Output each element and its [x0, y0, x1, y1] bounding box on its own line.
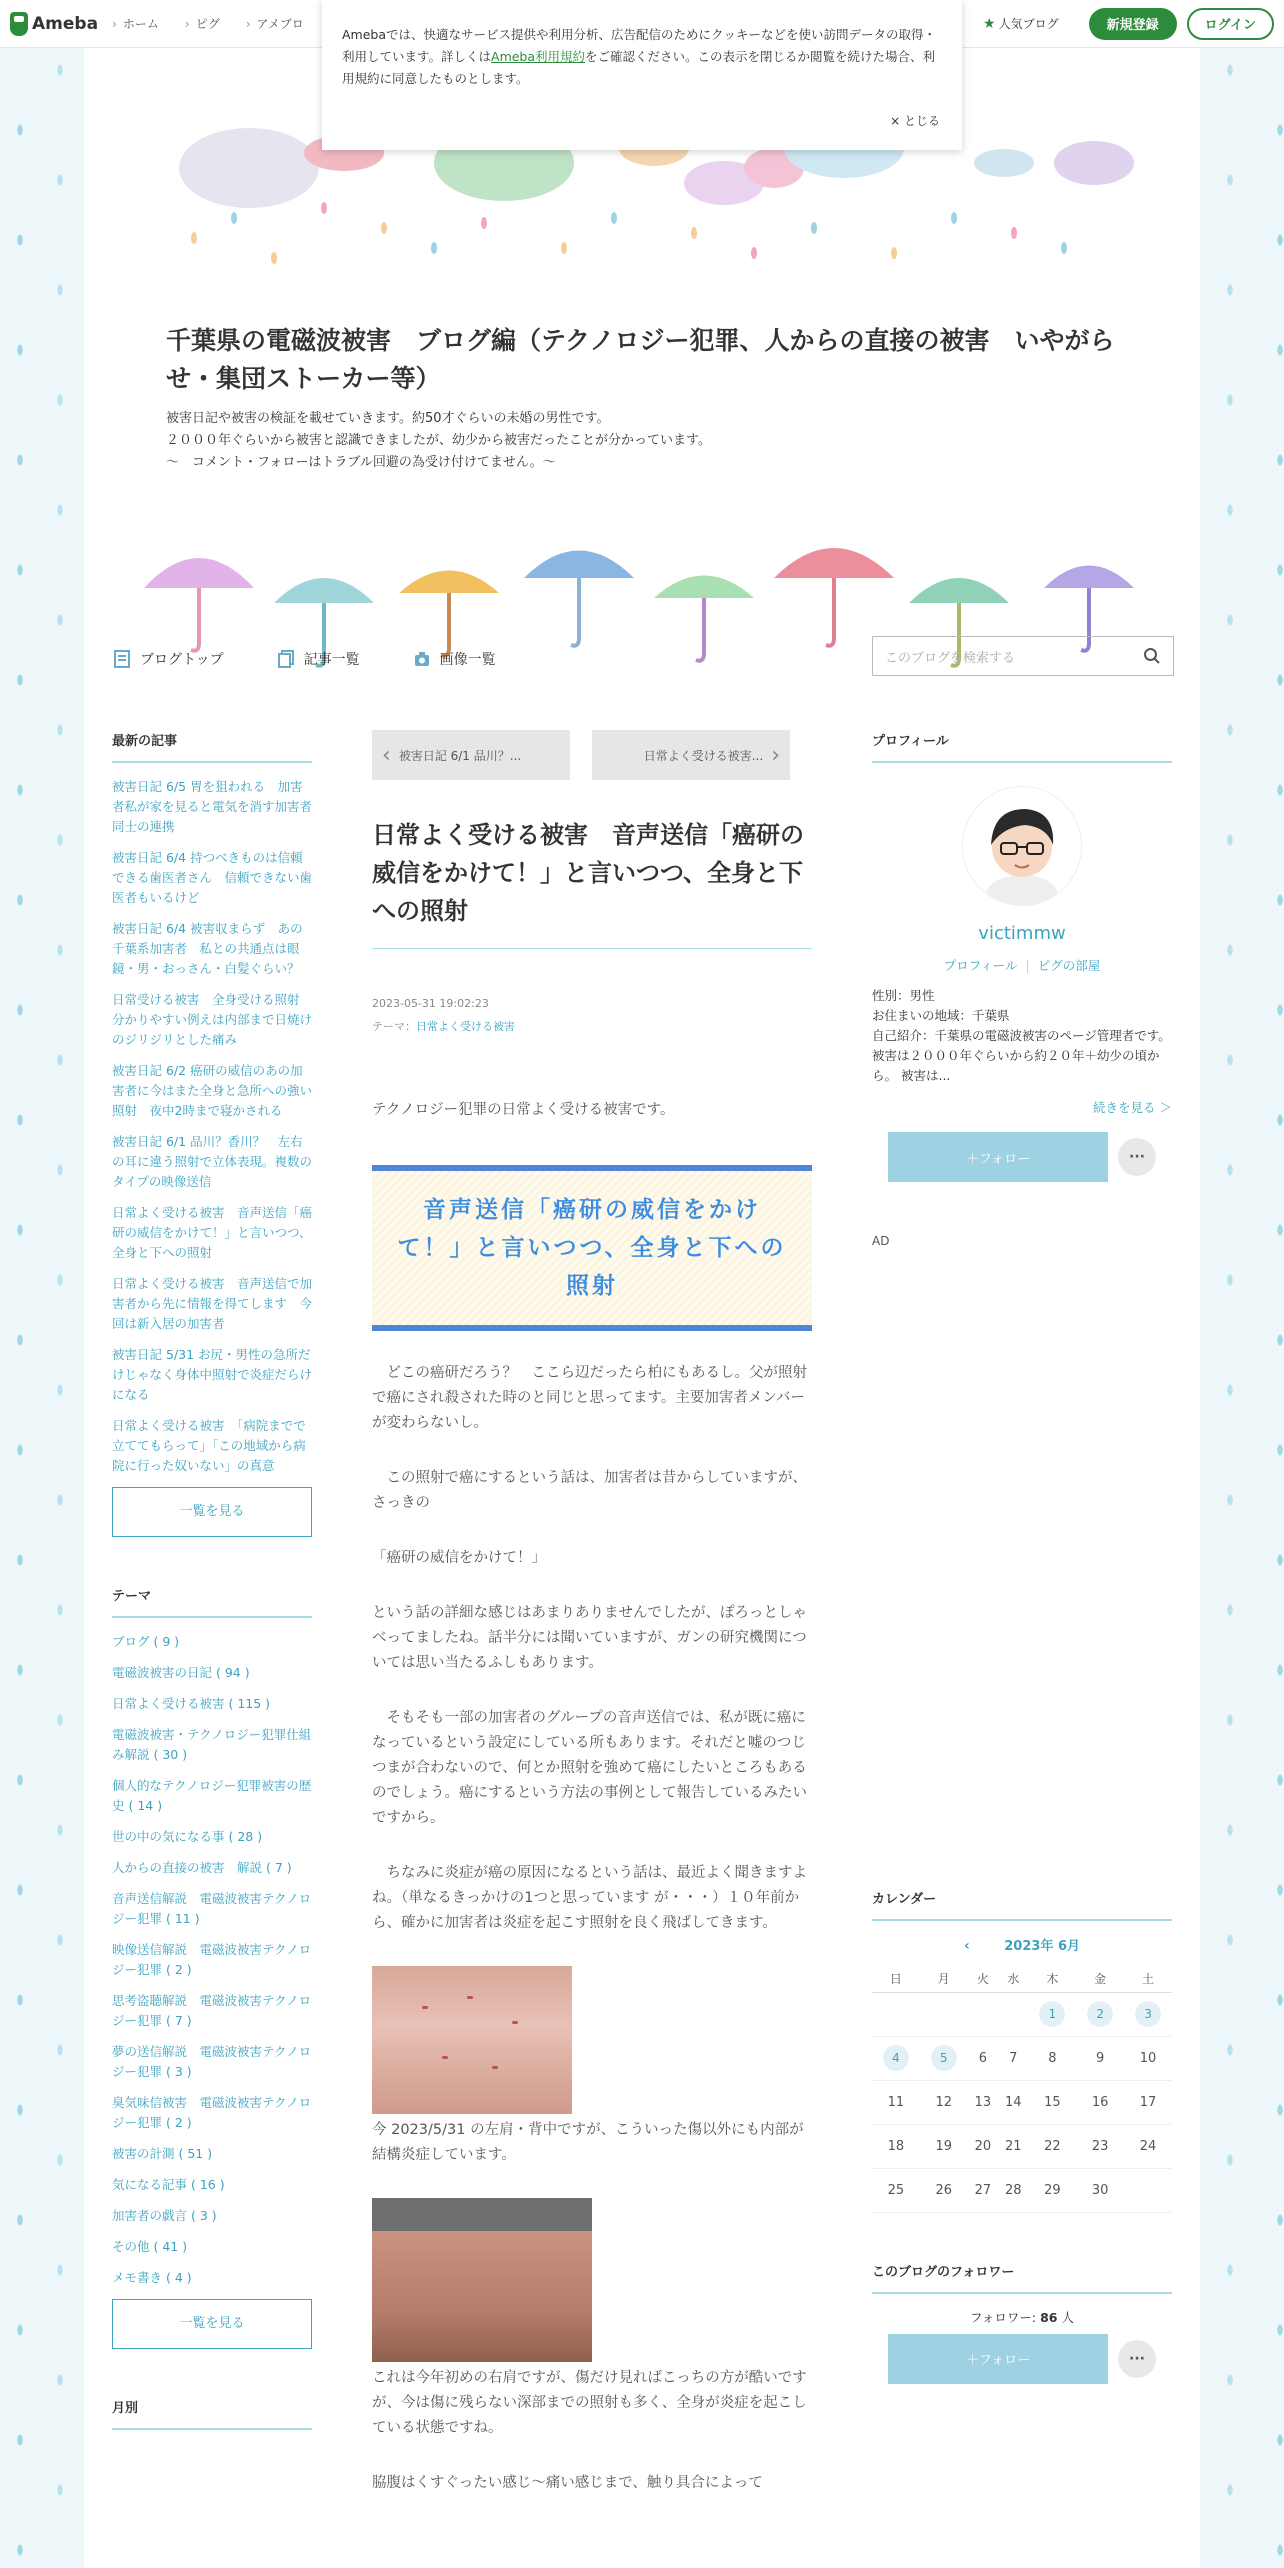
ad-label: AD — [872, 1234, 890, 1248]
article-paragraph: そもそも一部の加害者のグループの音声送信では、私が既に癌になっているという設定にしている所もあります。それだと嘘のつじつまが合わないので、何とか照射を強めて癌にしたいところもあるのでしょう。癌にするという方法の事例として報告しているみたいですから。 — [372, 1710, 807, 1826]
blog-search-input[interactable] — [872, 636, 1174, 676]
calendar-day: 29 — [1028, 2168, 1076, 2212]
blog-nav — [114, 644, 496, 674]
calendar-day: 8 — [1028, 2036, 1076, 2080]
followers-label: フォロワー: — [970, 2309, 1037, 2325]
calendar-day: 11 — [872, 2080, 920, 2124]
theme-link[interactable]: その他 ( 41 ) — [112, 2239, 188, 2254]
article — [372, 730, 812, 2496]
next-article-button[interactable] — [592, 730, 790, 780]
recent-entries-list — [112, 777, 312, 1476]
theme-label: テーマ： — [372, 1020, 416, 1033]
theme-link[interactable]: 思考盗聴解説 電磁波被害テクノロジー犯罪 ( 7 ) — [112, 1993, 312, 2028]
theme-title: テーマ — [112, 1585, 312, 1618]
calendar-header — [872, 1935, 1172, 1954]
monthly-archive-title: 月別 — [112, 2397, 312, 2430]
calendar-day — [998, 1992, 1028, 2036]
calendar-day — [968, 1992, 998, 2036]
calendar-day: 15 — [1028, 2080, 1076, 2124]
calendar-day: 18 — [872, 2124, 920, 2168]
calendar-day — [1124, 2168, 1172, 2212]
theme-link[interactable]: 加害者の戯言 ( 3 ) — [112, 2208, 217, 2223]
recent-entry-link[interactable]: 被害日記 6/2 癌研の威信のあの加害者に今はまた全身と急所への強い照射 夜中2時まで寝かされる — [112, 1063, 313, 1118]
theme-link[interactable]: 夢の送信解説 電磁波被害テクノロジー犯罪 ( 3 ) — [112, 2044, 312, 2079]
nav-pig[interactable]: › ピグ — [185, 15, 220, 32]
weekday-label: 日 — [872, 1966, 920, 1992]
article-photo-right-shoulder[interactable] — [372, 2198, 592, 2362]
theme-link[interactable]: 電磁波被害の日記 ( 94 ) — [112, 1665, 250, 1680]
weekday-label: 木 — [1028, 1966, 1076, 1992]
document-icon — [114, 650, 130, 668]
recent-entry-link[interactable]: 日常よく受ける被害 「病院までで立ててもらって」「この地域から病院に行った奴いない」の真意 — [112, 1418, 306, 1473]
theme-list — [112, 1632, 312, 2288]
article-caption: 今 2023/5/31 の左肩・背中ですが、こういった傷以外にも内部が結構炎症しています。 — [372, 2122, 804, 2163]
pig-room-link[interactable]: ピグの部屋 — [1037, 958, 1101, 973]
calendar-day[interactable] — [1076, 1992, 1124, 2036]
next-article-label: 日常よく受ける被害... — [643, 748, 764, 763]
entry-list-label: 記事一覧 — [303, 652, 360, 668]
calendar-grid — [872, 1966, 1172, 2213]
calendar-day: 27 — [968, 2168, 998, 2212]
calendar-day: 12 — [920, 2080, 968, 2124]
theme-more-button[interactable]: 一覧を見る — [112, 2299, 312, 2349]
calendar-day: 10 — [1124, 2036, 1172, 2080]
calendar-day: 14 — [998, 2080, 1028, 2124]
article-heading-box — [372, 1165, 812, 1331]
cookie-banner — [322, 0, 962, 150]
calendar-day[interactable] — [1028, 1992, 1076, 2036]
theme-link[interactable]: 臭気味信被害 電磁波被害テクノロジー犯罪 ( 2 ) — [112, 2095, 312, 2130]
follow-button[interactable]: ＋フォロー — [888, 2334, 1108, 2384]
blog-top-link[interactable] — [114, 649, 224, 669]
blog-desc-line: ２０００年ぐらいから被害と認識できましたが、幼少から被害だったことが分かっています。 — [166, 433, 711, 448]
article-intro: テクノロジー犯罪の日常よく受ける被害です。 — [372, 1102, 675, 1118]
recent-more-button[interactable]: 一覧を見る — [112, 1487, 312, 1537]
blog-desc-line: ～ コメント・フォローはトラブル回避の為受け付けてません。～ — [166, 455, 556, 470]
calendar-day: 30 — [1076, 2168, 1124, 2212]
calendar-day-link[interactable]: 1 — [1039, 2001, 1065, 2027]
cookie-text-end: をご確認ください。この表示を閉じるか閲覧を続けた場合、利用規約に同意したものとします。 — [342, 49, 936, 86]
image-list-link[interactable] — [414, 649, 496, 669]
theme-link[interactable]: 日常よく受ける被害 ( 115 ) — [112, 1696, 271, 1711]
profile-gender: 性別：男性 — [872, 988, 935, 1003]
calendar-day: 7 — [998, 2036, 1028, 2080]
article-heading-text: 音声送信「癌研の威信をかけて！」と言いつつ、全身と下への照射 — [397, 1197, 787, 1299]
calendar-day[interactable] — [872, 2036, 920, 2080]
calendar-day: 22 — [1028, 2124, 1076, 2168]
chevron-left-icon[interactable]: ‹ — [963, 1938, 970, 1954]
calendar-day: 9 — [1076, 2036, 1124, 2080]
followers-section — [872, 2261, 1172, 2384]
image-list-label: 画像一覧 — [439, 652, 496, 668]
blog-container — [84, 48, 1200, 2568]
calendar-day-link[interactable]: 2 — [1087, 2001, 1113, 2027]
profile-link[interactable]: プロフィール — [943, 958, 1018, 973]
ameba-logo-icon — [10, 12, 28, 36]
more-options-button[interactable]: ··· — [1118, 2340, 1156, 2378]
article-paragraph: この照射で癌にするという話は、加害者は昔からしていますが、さっきの — [372, 1470, 807, 1511]
theme-link[interactable]: 人からの直接の被害 解説 ( 7 ) — [112, 1860, 292, 1875]
blog-desc-line: 被害日記や被害の検証を載せていきます。約50才ぐらいの未婚の男性です。 — [166, 411, 610, 426]
left-sidebar — [112, 730, 312, 2444]
calendar-day: 16 — [1076, 2080, 1124, 2124]
article-photo-shoulder[interactable] — [372, 1966, 572, 2114]
profile-area: お住まいの地域：千葉県 — [872, 1008, 1010, 1023]
article-theme — [372, 1018, 812, 1034]
followers-title: このブログのフォロワー — [872, 2261, 1172, 2294]
article-caption: これは今年初めの右肩ですが、傷だけ見ればこっちの方が酷いですが、今は傷に残らない深部までの照射も多く、全身が炎症を起こしている状態ですね。 — [372, 2370, 807, 2436]
calendar-title: カレンダー — [872, 1888, 1172, 1921]
calendar-day: 28 — [998, 2168, 1028, 2212]
prev-article-label: 被害日記 6/1 品川？... — [398, 748, 522, 763]
nav-home[interactable]: › ホーム — [112, 15, 159, 32]
weekday-label: 土 — [1124, 1966, 1172, 1992]
camera-icon — [414, 650, 430, 668]
calendar-day-link[interactable]: 4 — [883, 2045, 909, 2071]
search-placeholder: このブログを検索する — [885, 650, 1016, 666]
chevron-right-icon: › — [771, 742, 780, 768]
calendar-day: 26 — [920, 2168, 968, 2212]
theme-link[interactable]: 電磁波被害・テクノロジー犯罪仕組み解説 ( 30 ) — [112, 1727, 312, 1762]
profile-title: プロフィール — [872, 730, 1172, 763]
recent-entry-link[interactable]: 日常よく受ける被害 音声送信で加害者から先に情報を得てします 今回は新入居の加害者 — [112, 1276, 313, 1331]
weekday-label: 水 — [998, 1966, 1028, 1992]
avatar-illustration — [963, 787, 1081, 905]
article-paragraph: 「癌研の威信をかけて！」 — [372, 1550, 546, 1566]
article-paragraph: という話の詳細な感じはあまりありませんでしたが、ぽろっとしゃべってましたね。話半分には聞いていますが、ガンの研究機関については思い当たるふしもあります。 — [372, 1605, 807, 1671]
theme-link[interactable]: 気になる記事 ( 16 ) — [112, 2177, 225, 2192]
calendar-month: 2023年 6月 — [1004, 1939, 1081, 1954]
article-title[interactable]: 日常よく受ける被害 音声送信「癌研の威信をかけて！」と言いつつ、全身と下への照射 — [372, 816, 812, 949]
prev-article-button[interactable] — [372, 730, 570, 780]
terms-link[interactable]: Ameba利用規約 — [491, 49, 586, 64]
right-sidebar — [872, 730, 1172, 2384]
recent-entry-link[interactable]: 被害日記 6/1 品川？香川？ 左右の耳に違う照射で立体表現。複数のタイプの映像送信 — [112, 1134, 313, 1189]
calendar-day: 6 — [968, 2036, 998, 2080]
profile-links: プロフィール | ピグの部屋 — [943, 958, 1101, 973]
calendar-day[interactable] — [920, 2036, 968, 2080]
recent-entry-link[interactable]: 被害日記 6/4 被害収まらず あの千葉系加害者 私との共通点は眼鏡・男・おっさん・白髪ぐらい？ — [112, 921, 303, 976]
weekday-label: 金 — [1076, 1966, 1124, 1992]
blog-description — [166, 408, 1126, 474]
ameba-logo[interactable] — [10, 12, 98, 36]
calendar-day: 17 — [1124, 2080, 1172, 2124]
calendar — [872, 1888, 1172, 2213]
theme-link[interactable]: 音声送信解説 電磁波被害テクノロジー犯罪 ( 11 ) — [112, 1891, 312, 1926]
calendar-day-link[interactable]: 5 — [931, 2045, 957, 2071]
follow-button[interactable]: ＋フォロー — [888, 1132, 1108, 1182]
recent-entry-link[interactable]: 日常よく受ける被害 音声送信「癌研の威信をかけて！」と言いつつ、全身と下への照射 — [112, 1205, 313, 1260]
weekday-label: 火 — [968, 1966, 998, 1992]
article-paragraph: 脇腹はくすぐったい感じ～痛い感じまで、触り具合によって — [372, 2475, 763, 2491]
register-button[interactable]: 新規登録 — [1089, 8, 1177, 40]
avatar[interactable] — [963, 787, 1081, 905]
follow-row-bottom — [872, 2334, 1172, 2384]
calendar-day: 23 — [1076, 2124, 1124, 2168]
profile-intro: 自己紹介：千葉県の電磁波被害のページ管理者です。 被害は２０００年ぐらいから約２０年＋幼少の頃から。 被害は... — [872, 1028, 1171, 1083]
theme-link[interactable]: ブログ ( 9 ) — [112, 1634, 180, 1649]
theme-link[interactable]: 個人的なテクノロジー犯罪被害の歴史 ( 14 ) — [112, 1778, 312, 1813]
search-icon[interactable] — [1143, 647, 1161, 665]
followers-number: 86 — [1040, 2309, 1058, 2325]
popular-label: 人気ブログ — [998, 17, 1059, 31]
ameba-logo-text: Ameba — [32, 13, 99, 34]
profile-name[interactable]: victimmw — [978, 923, 1066, 944]
calendar-day[interactable] — [1124, 1992, 1172, 2036]
theme-link[interactable]: 被害の計測 ( 51 ) — [112, 2146, 213, 2161]
article-pager — [372, 730, 812, 780]
global-nav — [112, 15, 304, 32]
recent-entry-link[interactable]: 被害日記 5/31 お尻・男性の急所だけじゃなく身体中照射で炎症だらけになる — [112, 1347, 313, 1402]
calendar-day: 25 — [872, 2168, 920, 2212]
cookie-text: Amebaでは、快適なサービス提供や利用分析、広告配信のためにクッキーなどを使い訪問データの取得・利用しています。詳しくは — [342, 27, 937, 64]
article-date: 2023-05-31 19:02:23 — [372, 997, 489, 1010]
login-button[interactable]: ログイン — [1187, 8, 1274, 40]
recent-entry-link[interactable]: 被害日記 6/5 胃を狙われる 加害者私が家を見ると電気を消す加害者同士の連携 — [112, 779, 313, 834]
nav-ameblo[interactable]: › アメブロ — [246, 15, 304, 32]
star-icon: ★ — [983, 15, 996, 32]
followers-count — [872, 2308, 1172, 2326]
followers-unit: 人 — [1061, 2309, 1074, 2325]
chevron-left-icon: ‹ — [382, 742, 391, 768]
calendar-day: 21 — [998, 2124, 1028, 2168]
more-options-button[interactable]: ··· — [1118, 1138, 1156, 1176]
recent-entry-link[interactable]: 被害日記 6/4 持つべきものは信頼できる歯医者さん 信頼できない歯医者もいるけど — [112, 850, 313, 905]
cookie-close-button[interactable]: × とじる — [890, 114, 940, 128]
article-theme-link[interactable]: 日常よく受ける被害 — [416, 1020, 515, 1033]
theme-link[interactable]: 映像送信解説 電磁波被害テクノロジー犯罪 ( 2 ) — [112, 1942, 312, 1977]
article-paragraph: ちなみに炎症が癌の原因になるという話は、最近よく聞きますよね。（単なるきっかけの1つと思っています が・・・）１０年前から、確かに加害者は炎症を起こす照射を良く飛ばしてきます。 — [372, 1865, 807, 1931]
calendar-day — [872, 1992, 920, 2036]
profile-read-more-link[interactable]: 続きを見る ＞ — [1093, 1100, 1172, 1115]
calendar-day: 19 — [920, 2124, 968, 2168]
calendar-day-link[interactable]: 3 — [1135, 2001, 1161, 2027]
blog-title[interactable]: 千葉県の電磁波被害 ブログ編（テクノロジー犯罪、人からの直接の被害 いやがらせ・集団ストーカー等） — [166, 326, 1115, 393]
entry-list-link[interactable] — [278, 649, 360, 669]
theme-link[interactable]: メモ書き ( 4 ) — [112, 2270, 192, 2285]
calendar-day: 24 — [1124, 2124, 1172, 2168]
calendar-day: 13 — [968, 2080, 998, 2124]
recent-entries-title: 最新の記事 — [112, 730, 312, 763]
theme-link[interactable]: 世の中の気になる事 ( 28 ) — [112, 1829, 263, 1844]
weekday-label: 月 — [920, 1966, 968, 1992]
calendar-day: 20 — [968, 2124, 998, 2168]
article-paragraph: どこの癌研だろう？ ここら辺だったら柏にもあるし。父が照射で癌にされ殺された時のと同じと思ってます。主要加害者メンバーが変わらないし。 — [372, 1365, 807, 1431]
recent-entry-link[interactable]: 日常受ける被害 全身受ける照射 分かりやすい例えは内部まで日焼けのジリジリとした痛み — [112, 992, 313, 1047]
popular-blogs-link[interactable] — [983, 15, 1059, 32]
blog-header — [134, 108, 1150, 668]
copy-icon — [278, 650, 294, 668]
calendar-day — [920, 1992, 968, 2036]
follow-row — [872, 1132, 1172, 1182]
blog-top-label: ブログトップ — [140, 652, 224, 668]
profile-info — [872, 986, 1172, 1086]
